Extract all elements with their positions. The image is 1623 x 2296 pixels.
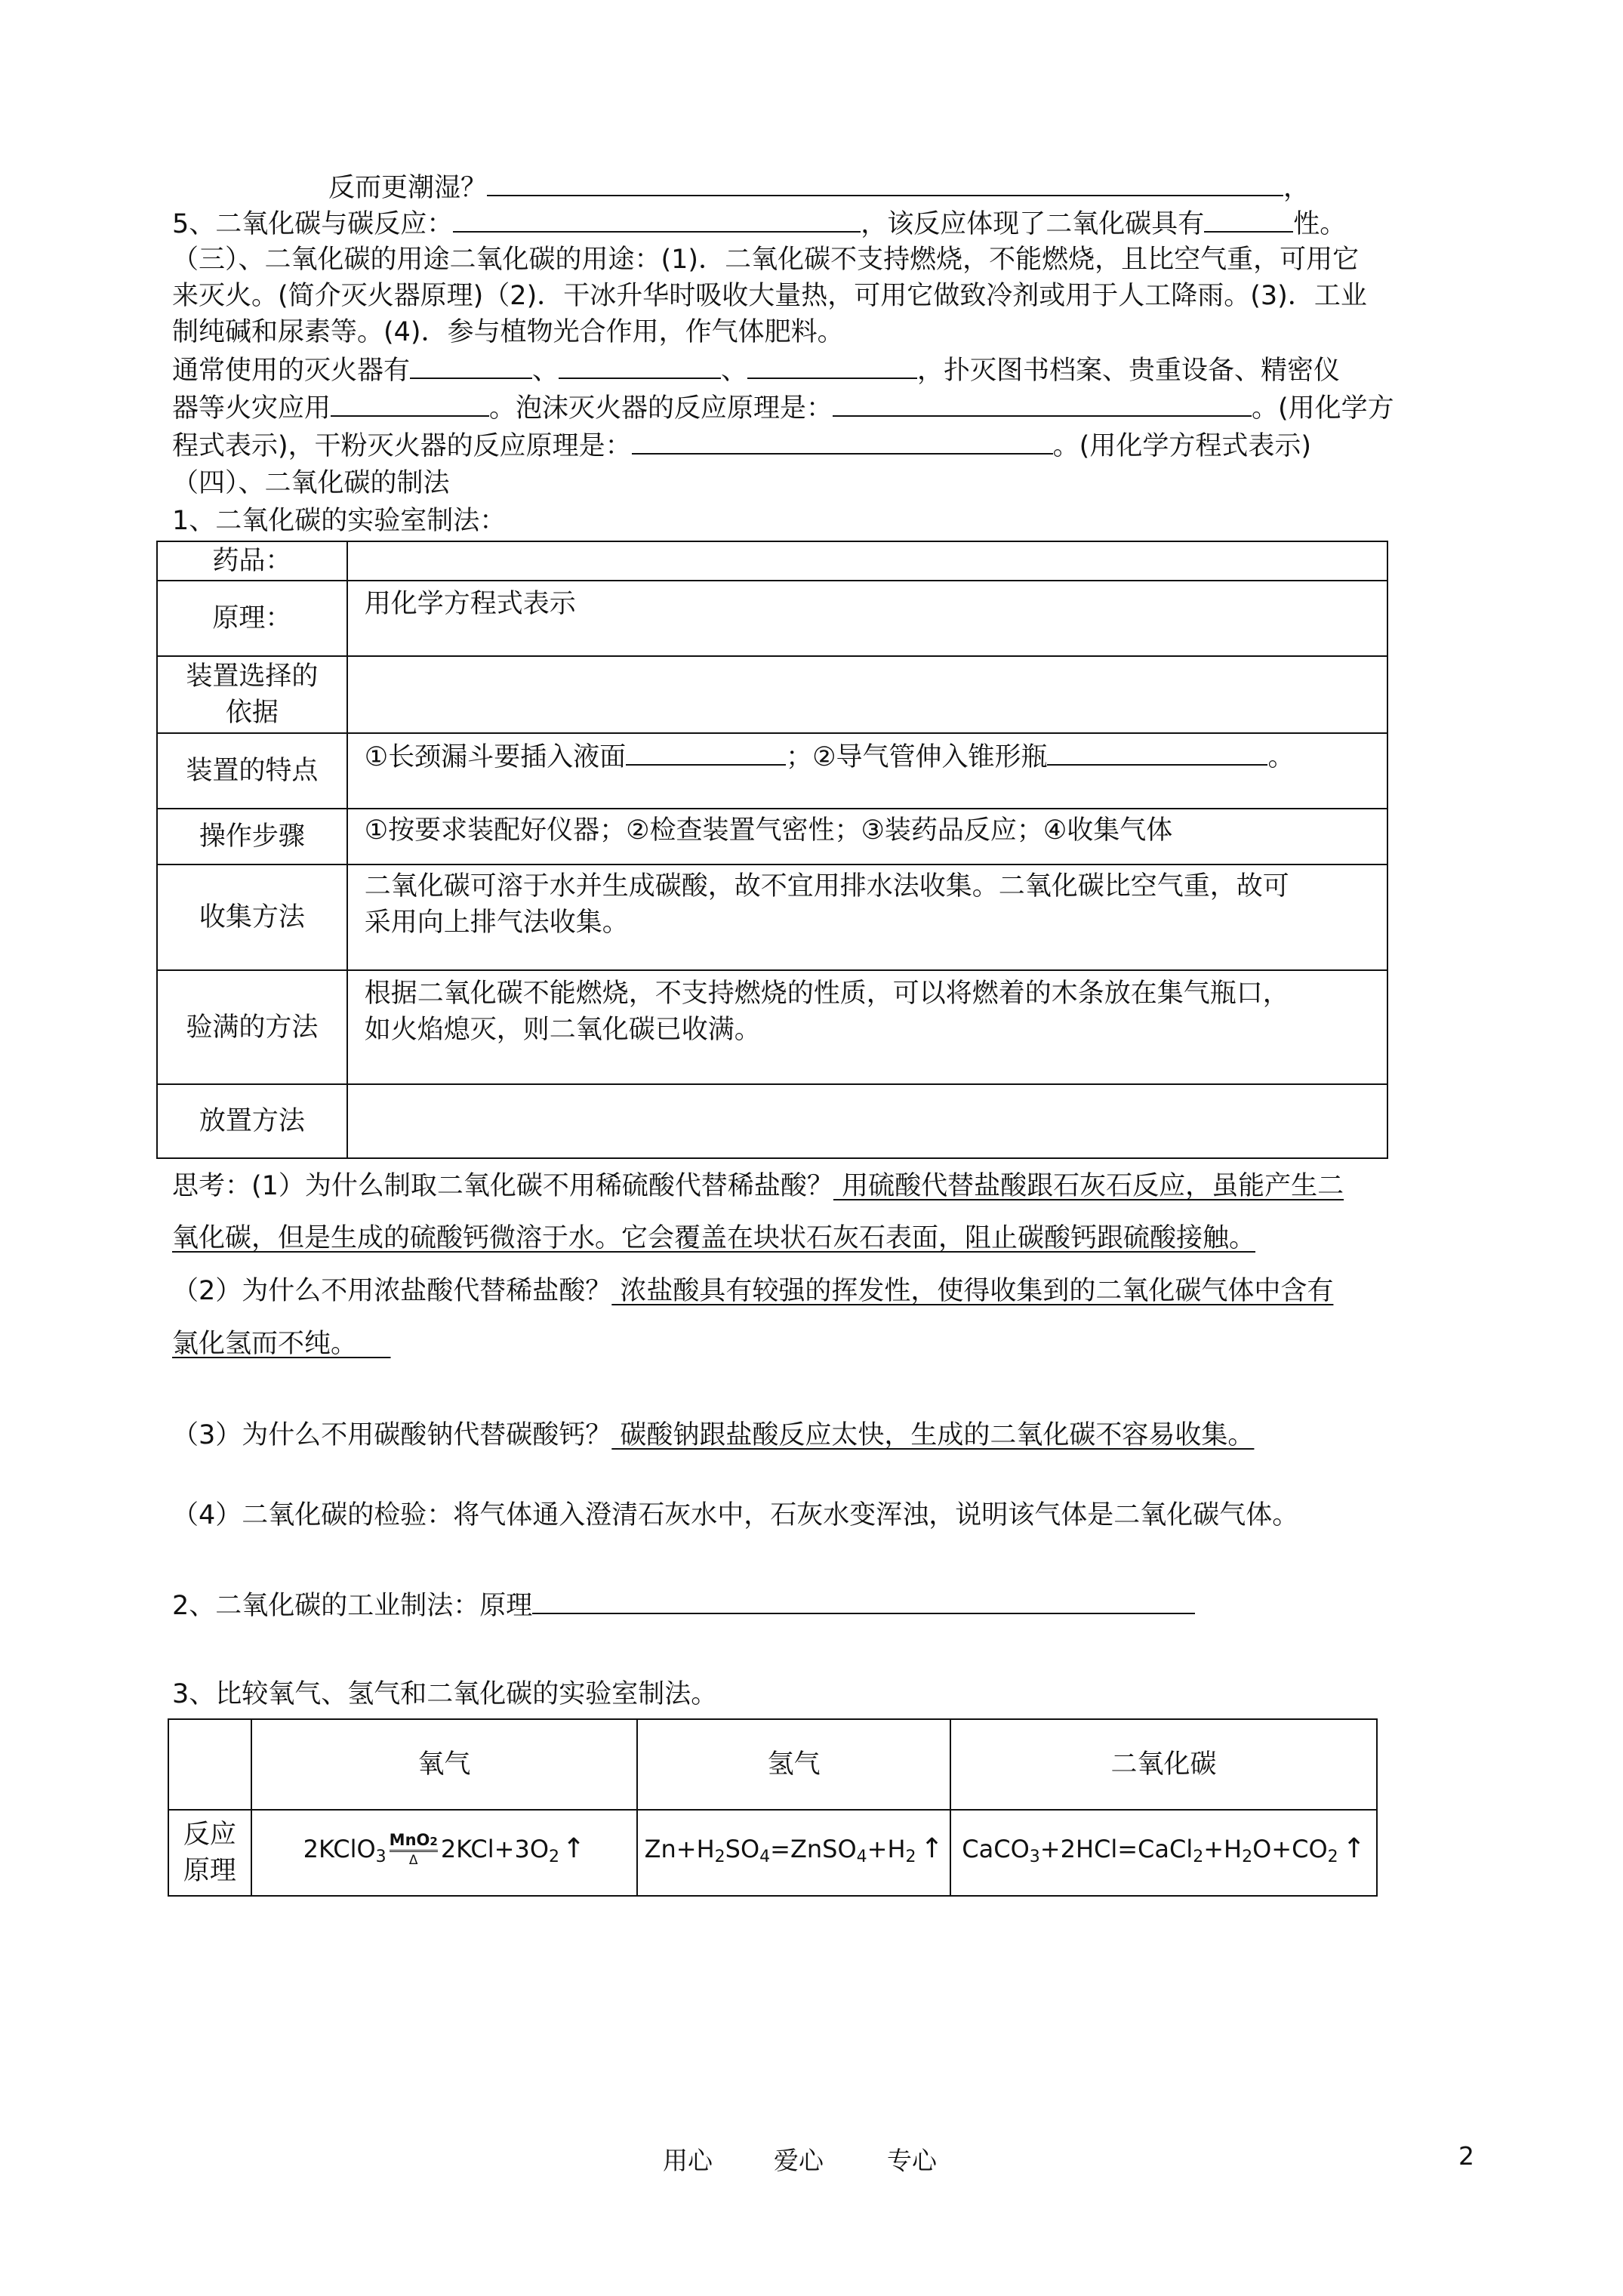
line-text: 。(用化学方程式表示) bbox=[1052, 431, 1311, 461]
table-row bbox=[157, 581, 1387, 656]
answer-blank[interactable] bbox=[632, 427, 1053, 455]
row-label: 验满的方法 bbox=[157, 970, 347, 1084]
line-text: 器等火灾应用 bbox=[172, 393, 331, 424]
q-line-2 bbox=[172, 205, 1346, 242]
table-row bbox=[168, 1810, 1377, 1896]
table-row bbox=[157, 656, 1387, 733]
row-value: ①按要求装配好仪器；②检查装置气密性；③装药品反应；④收集气体 bbox=[347, 809, 1387, 864]
row-value bbox=[347, 970, 1387, 1084]
line-text: 、 bbox=[721, 356, 748, 386]
eq-sub: 4 bbox=[759, 1847, 771, 1866]
answer-blank[interactable] bbox=[453, 205, 861, 233]
answer-blank[interactable] bbox=[559, 352, 721, 379]
line-text: 通常使用的灭火器有 bbox=[172, 356, 411, 386]
eq-part: 2KCl+3O bbox=[440, 1834, 549, 1863]
answer-blank[interactable] bbox=[331, 390, 489, 417]
row-value bbox=[347, 733, 1387, 809]
eq-part: +H bbox=[867, 1834, 906, 1863]
cell-line: 根据二氧化碳不能燃烧，不支持燃烧的性质，可以将燃着的木条放在集气瓶口， bbox=[364, 978, 1289, 1009]
text-line-5 bbox=[172, 314, 844, 350]
footer-word-2: 爱心 bbox=[774, 2146, 824, 2175]
text-line-3 bbox=[172, 242, 1359, 278]
line-text: （三）、二氧化碳的用途二氧化碳的用途：(1)．二氧化碳不支持燃烧，不能燃烧，且比空气重，可用它 bbox=[172, 245, 1360, 275]
row-label: 操作步骤 bbox=[157, 809, 347, 864]
cell-line: 采用向上排气法收集。 bbox=[364, 908, 629, 938]
header-cell: 氧气 bbox=[251, 1719, 638, 1810]
answer-blank[interactable] bbox=[410, 352, 532, 379]
eq-sub: 2 bbox=[1242, 1847, 1253, 1866]
think-a1-cont bbox=[172, 1220, 1255, 1256]
eq-part: CaCO bbox=[962, 1834, 1030, 1863]
row-value[interactable] bbox=[347, 656, 1387, 733]
label-line: 装置选择的 bbox=[186, 661, 319, 692]
eq-part: MnO bbox=[389, 1831, 430, 1849]
gas-arrow-icon: ↑ bbox=[562, 1832, 586, 1864]
q-line-1 bbox=[328, 169, 1310, 206]
footer-word-3: 专心 bbox=[887, 2146, 937, 2175]
eq-part: Zn+H bbox=[644, 1834, 715, 1863]
row-value: 用化学方程式表示 bbox=[347, 581, 1387, 656]
line-text: 。(用化学方 bbox=[1252, 393, 1394, 424]
table-header-row bbox=[168, 1719, 1377, 1810]
label-line: 反应 bbox=[183, 1820, 236, 1850]
eq-part: =ZnSO bbox=[770, 1834, 857, 1863]
cell-line: 如火焰熄灭，则二氧化碳已收满。 bbox=[364, 1015, 761, 1045]
row-value[interactable] bbox=[347, 541, 1387, 581]
eq-sub: 2 bbox=[905, 1847, 916, 1866]
reaction-condition bbox=[390, 1832, 438, 1869]
question-text: 思考：(1）为什么制取二氧化碳不用稀硫酸代替稀盐酸？ bbox=[172, 1171, 833, 1201]
footer-word-1: 用心 bbox=[663, 2146, 713, 2175]
header-cell bbox=[168, 1719, 251, 1810]
answer-blank[interactable] bbox=[532, 1587, 1195, 1614]
eq-sub: 2 bbox=[1193, 1847, 1204, 1866]
cell-line: 二氧化碳可溶于水并生成碳酸，故不宜用排水法收集。二氧化碳比空气重，故可 bbox=[364, 871, 1289, 901]
think-q2 bbox=[172, 1273, 1333, 1309]
table-row bbox=[157, 864, 1387, 970]
line-text: 来灭火。(简介灭火器原理)（2)．干冰升华时吸收大量热，可用它做致冷剂或用于人工降雨。(3)．工业 bbox=[172, 281, 1367, 311]
think-a2-cont bbox=[172, 1326, 391, 1362]
answer-blank[interactable] bbox=[1204, 205, 1293, 233]
answer-blank[interactable] bbox=[833, 390, 1252, 417]
label-line: 依据 bbox=[225, 698, 279, 728]
heat-symbol: Δ bbox=[408, 1853, 418, 1868]
oxygen-equation bbox=[251, 1810, 638, 1896]
q-line-8 bbox=[172, 427, 1311, 464]
answer-blank[interactable] bbox=[626, 738, 786, 766]
eq-sub: 3 bbox=[375, 1847, 387, 1866]
line-text: 。泡沫灭火器的反应原理是： bbox=[489, 393, 833, 424]
eq-sub: 2 bbox=[549, 1847, 559, 1866]
q-line-7 bbox=[172, 390, 1394, 427]
answer-text: 氧化碳，但是生成的硫酸钙微溶于水。它会覆盖在块状石灰石表面，阻止碳酸钙跟硫酸接触。 bbox=[172, 1223, 1256, 1253]
line-text: 反而更潮湿？ bbox=[328, 173, 488, 203]
think-q3 bbox=[172, 1417, 1254, 1453]
header-cell: 氢气 bbox=[637, 1719, 950, 1810]
table-row bbox=[157, 970, 1387, 1084]
row-label bbox=[157, 656, 347, 733]
co2-equation bbox=[950, 1810, 1377, 1896]
row-value[interactable] bbox=[347, 1084, 1387, 1158]
answer-text: 用硫酸代替盐酸跟石灰石反应，虽能产生二 bbox=[833, 1171, 1344, 1201]
table-row bbox=[157, 1084, 1387, 1158]
eq-part: 2KClO bbox=[303, 1834, 376, 1863]
line-text: 程式表示)，干粉灭火器的反应原理是： bbox=[172, 431, 632, 461]
cell-text: 。 bbox=[1267, 742, 1295, 772]
line-text: 5、二氧化碳与碳反应： bbox=[172, 209, 454, 239]
row-label: 放置方法 bbox=[157, 1084, 347, 1158]
line-text: ，该反应体现了二氧化碳具有 bbox=[861, 209, 1205, 239]
gas-arrow-icon: ↑ bbox=[920, 1832, 944, 1864]
eq-part: SO bbox=[725, 1834, 760, 1863]
answer-text: 浓盐酸具有较强的挥发性，使得收集到的二氧化碳气体中含有 bbox=[611, 1276, 1334, 1306]
line-text: 2、二氧化碳的工业制法：原理 bbox=[172, 1591, 533, 1621]
catalyst bbox=[390, 1832, 438, 1852]
line-text: 性。 bbox=[1293, 209, 1347, 239]
cell-text: ①长颈漏斗要插入液面 bbox=[364, 742, 627, 772]
eq-sub: 3 bbox=[1029, 1847, 1040, 1866]
line-text: ，扑灭图书档案、贵重设备、精密仪 bbox=[917, 356, 1341, 386]
answer-text: 碳酸钠跟盐酸反应太快，生成的二氧化碳不容易收集。 bbox=[611, 1420, 1255, 1450]
label-line: 原理 bbox=[183, 1856, 236, 1886]
row-label: 药品： bbox=[157, 541, 347, 581]
answer-text: 氯化氢而不纯。 bbox=[172, 1329, 358, 1359]
compare-table bbox=[168, 1718, 1378, 1897]
line-text: 、 bbox=[532, 356, 559, 386]
question-text: （4）二氧化碳的检验：将气体通入澄清石灰水中，石灰水变浑浊，说明该气体是二氧化碳气体。 bbox=[172, 1500, 1299, 1530]
eq-part: +2HCl=CaCl bbox=[1039, 1834, 1193, 1863]
eq-sub: 4 bbox=[856, 1847, 867, 1866]
compare-title bbox=[172, 1676, 717, 1712]
page-number: 2 bbox=[1458, 2141, 1474, 2171]
think-q1 bbox=[172, 1168, 1344, 1204]
question-text: （3）为什么不用碳酸钠代替碳酸钙？ bbox=[172, 1420, 612, 1450]
line-text: （四）、二氧化碳的制法 bbox=[172, 468, 450, 498]
line-text: 3、比较氧气、氢气和二氧化碳的实验室制法。 bbox=[172, 1679, 718, 1709]
row-label: 收集方法 bbox=[157, 864, 347, 970]
table-row bbox=[157, 733, 1387, 809]
eq-part: O+CO bbox=[1252, 1834, 1328, 1863]
section-heading bbox=[172, 465, 450, 501]
row-value bbox=[347, 864, 1387, 970]
table-row bbox=[157, 541, 1387, 581]
line-text: ， bbox=[1283, 173, 1310, 203]
eq-sub: 2 bbox=[430, 1835, 438, 1848]
lab-method-table bbox=[156, 541, 1388, 1159]
text-line-4 bbox=[172, 278, 1367, 314]
table-row bbox=[157, 809, 1387, 864]
gas-arrow-icon: ↑ bbox=[1342, 1832, 1366, 1864]
think-q4 bbox=[172, 1497, 1298, 1533]
eq-sub: 2 bbox=[1327, 1847, 1338, 1866]
industrial-method bbox=[172, 1587, 1195, 1624]
hydrogen-equation bbox=[637, 1810, 950, 1896]
line-text: 1、二氧化碳的实验室制法： bbox=[172, 506, 507, 536]
answer-blank[interactable] bbox=[487, 169, 1283, 196]
cell-text: ；②导气管伸入锥形瓶 bbox=[786, 742, 1048, 772]
subsection-heading bbox=[172, 503, 506, 539]
row-label bbox=[168, 1810, 251, 1896]
line-text: 制纯碱和尿素等。(4)．参与植物光合作用，作气体肥料。 bbox=[172, 317, 844, 347]
answer-blank[interactable] bbox=[1047, 738, 1267, 766]
question-text: （2）为什么不用浓盐酸代替稀盐酸？ bbox=[172, 1276, 612, 1306]
eq-sub: 2 bbox=[714, 1847, 725, 1866]
row-label: 装置的特点 bbox=[157, 733, 347, 809]
header-cell: 二氧化碳 bbox=[950, 1719, 1377, 1810]
eq-part: +H bbox=[1203, 1834, 1243, 1863]
row-label: 原理： bbox=[157, 581, 347, 656]
q-line-6 bbox=[172, 352, 1340, 389]
answer-blank[interactable] bbox=[747, 352, 917, 379]
